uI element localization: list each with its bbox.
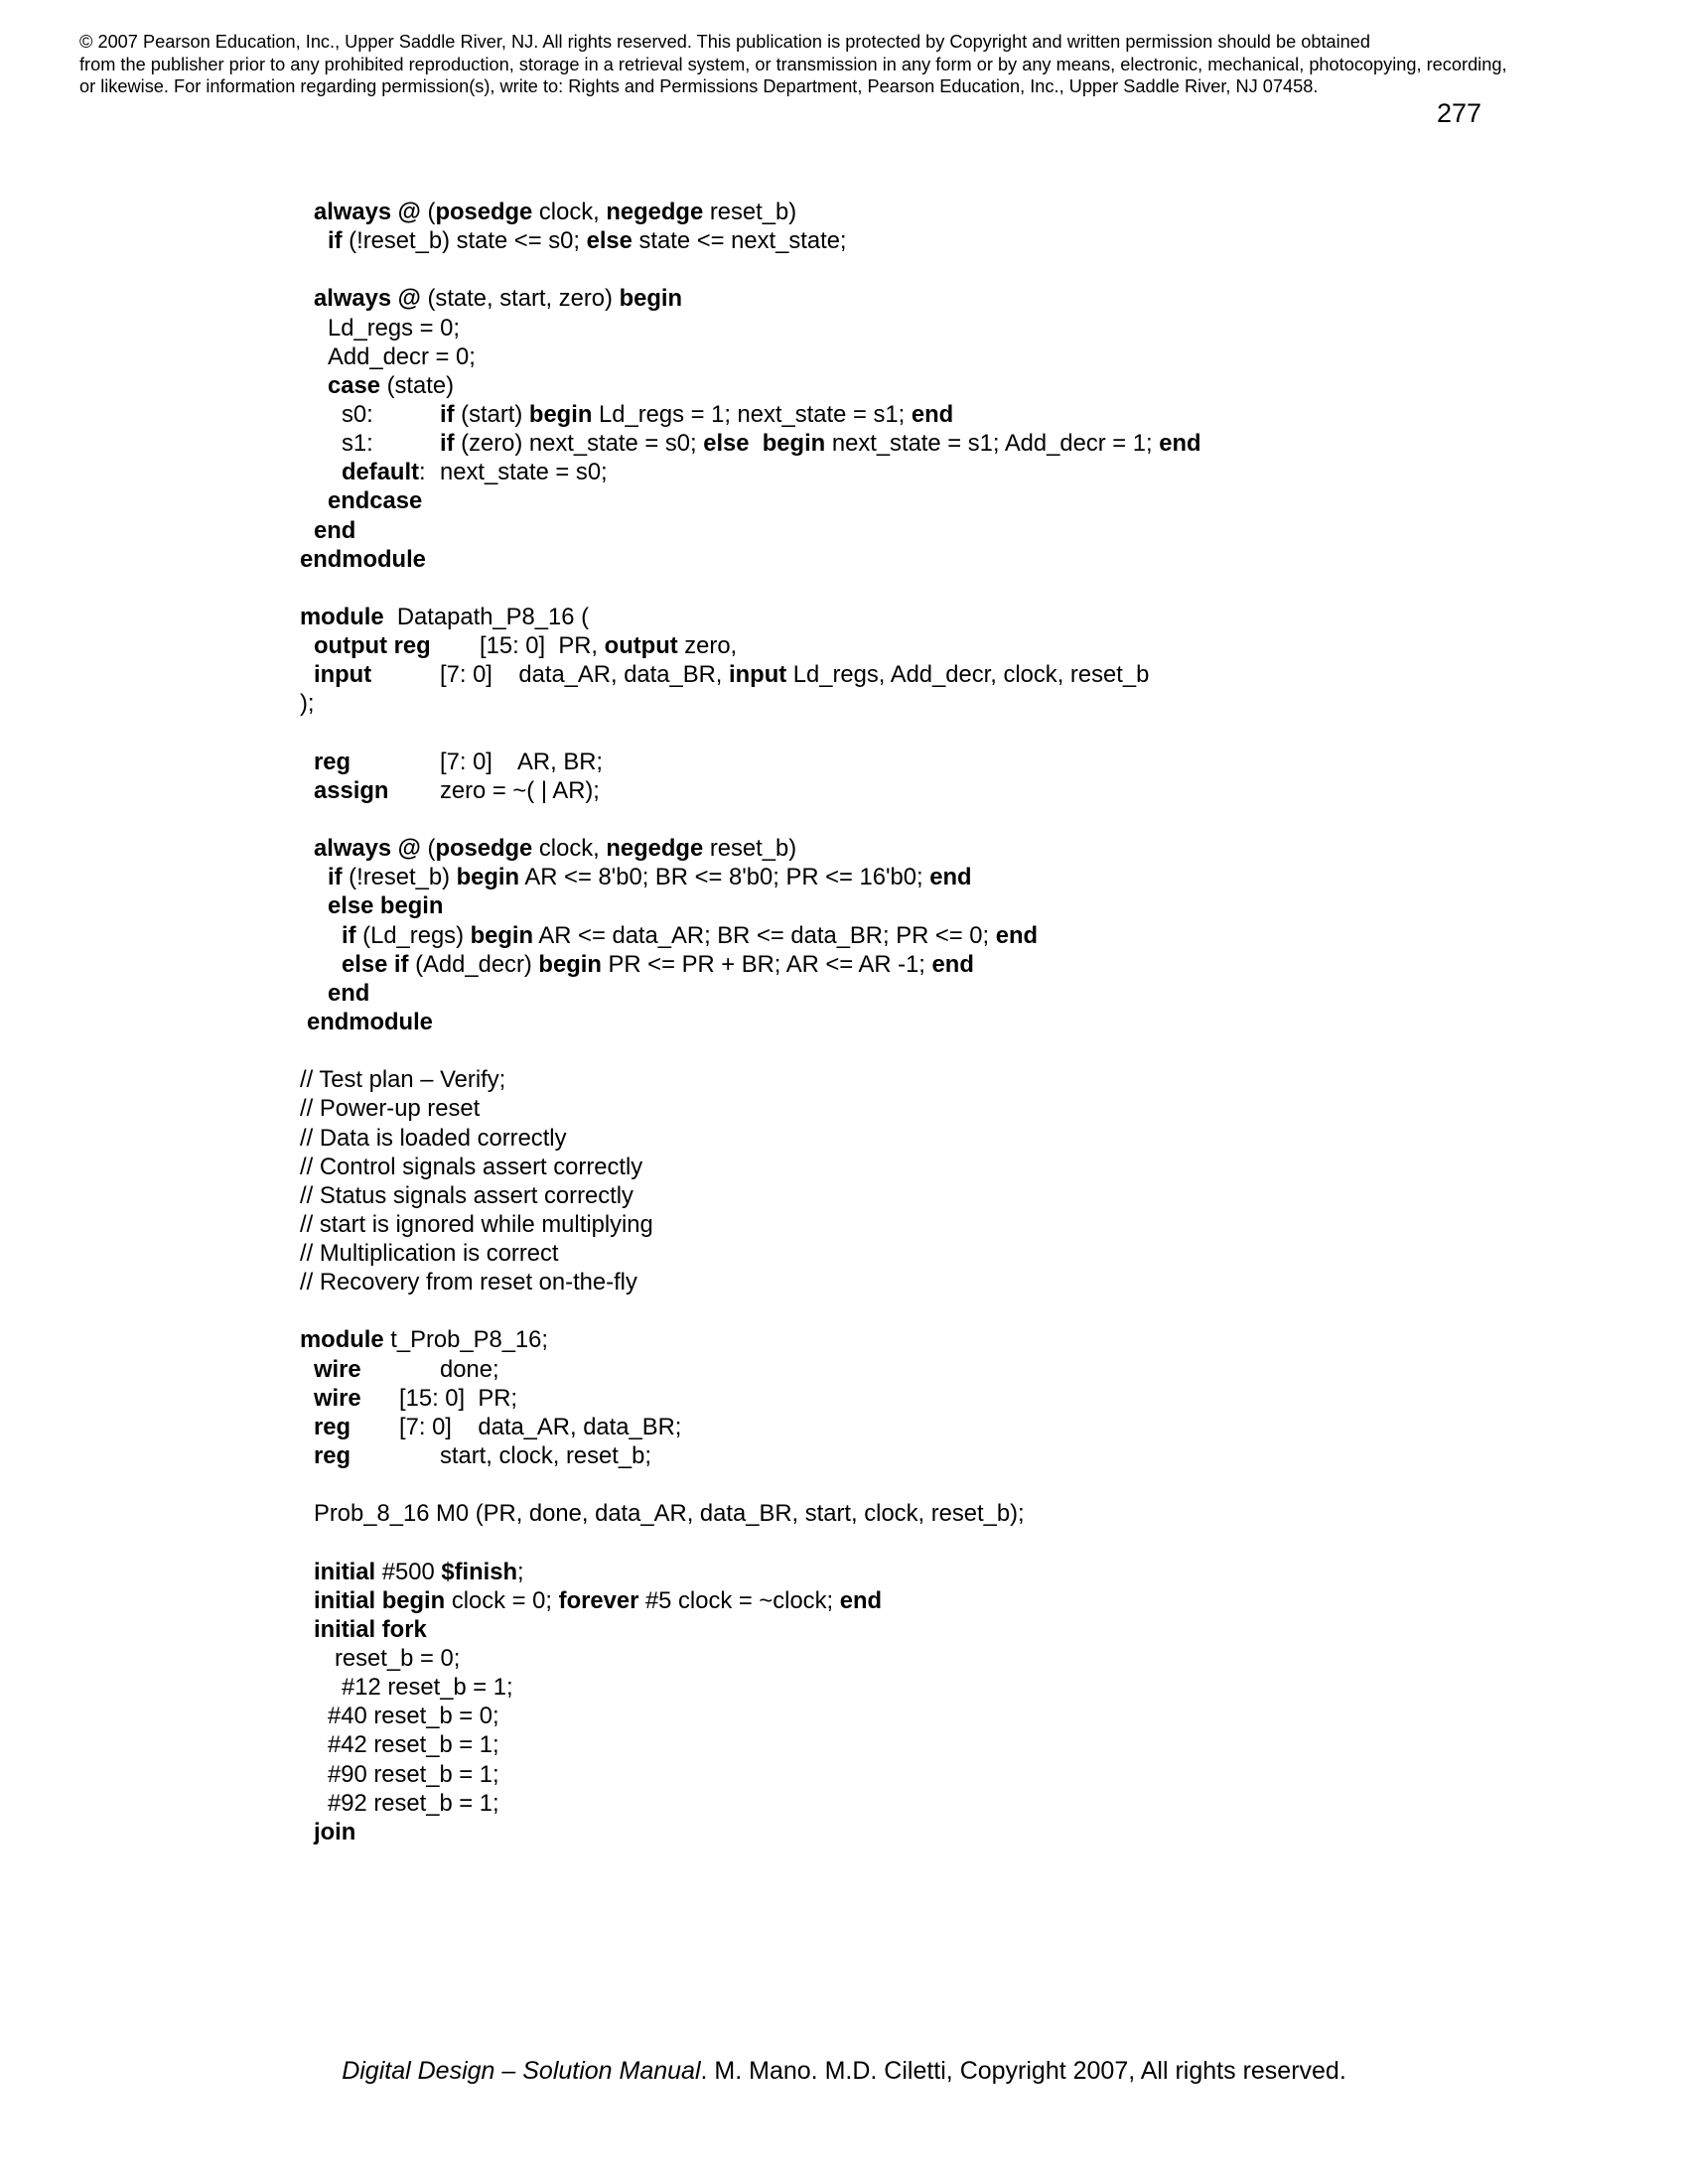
code-line [0, 1760, 1688, 1789]
copyright-notice [79, 31, 1628, 98]
code-text: AR <= data_AR; BR <= data_BR; PR <= 0; [533, 921, 996, 949]
code-text: #5 clock = ~clock; [638, 1586, 840, 1614]
code-keyword: endmodule [300, 545, 426, 573]
code-text: next_state = s0; [440, 459, 608, 486]
code-text: t_Prob_P8_16; [383, 1326, 549, 1354]
code-line [0, 1094, 1688, 1123]
blank-line [0, 805, 1688, 834]
code-text: (!reset_b) [342, 864, 457, 891]
code-keyword: reg [314, 1442, 352, 1470]
code-keyword: output [604, 632, 678, 660]
blank-line [0, 719, 1688, 748]
code-line [0, 1413, 1688, 1441]
code-text: // Status signals assert correctly [300, 1181, 633, 1209]
code-text: Ld_regs = 0; [328, 314, 460, 341]
code-text: // Control signals assert correctly [300, 1153, 643, 1180]
code-line [0, 314, 1688, 342]
code-keyword: begin [456, 864, 520, 891]
code-text: #500 [375, 1558, 442, 1585]
code-keyword: case [328, 371, 380, 399]
code-line [0, 284, 1688, 313]
code-text: (state, start, zero) [420, 285, 620, 313]
code-text: // Test plan – Verify; [300, 1066, 506, 1094]
blank-line [0, 255, 1688, 284]
code-text: #40 reset_b = 0; [328, 1703, 499, 1730]
code-text [750, 429, 763, 458]
code-text: Ld_regs = 1; next_state = s1; [592, 400, 912, 428]
code-text: Datapath_P8_16 ( [383, 603, 590, 630]
code-line [0, 1124, 1688, 1153]
code-keyword: forever [558, 1586, 639, 1614]
code-keyword: wire [314, 1355, 361, 1383]
code-keyword: module [300, 603, 384, 630]
code-line [0, 660, 1688, 689]
copyright-line: from the publisher prior to any prohibited reproduction, storage in a retrieval system, or transmission in any form or by any means, electronic, mechanical, photocopying, recording, [79, 54, 1507, 74]
code-keyword: reg [314, 748, 352, 775]
blank-line [0, 1036, 1688, 1065]
code-keyword: end [931, 950, 974, 978]
code-keyword: endcase [328, 487, 423, 515]
code-text: reset_b) [703, 199, 797, 225]
verilog-code-listing [0, 198, 1688, 1846]
code-keyword: join [314, 1818, 356, 1845]
code-text: reset_b = 0; [335, 1645, 461, 1673]
code-line [0, 1181, 1688, 1210]
code-line [0, 486, 1688, 515]
code-text: [7: 0] data_AR, data_BR; [399, 1413, 682, 1440]
code-keyword: always @ [314, 285, 421, 313]
code-text: [15: 0] PR; [399, 1384, 518, 1412]
code-line [0, 429, 1688, 458]
code-keyword: end [314, 516, 356, 544]
code-text: // start is ignored while multiplying [300, 1210, 653, 1238]
code-keyword: begin [619, 285, 683, 313]
code-keyword: else [703, 430, 750, 458]
code-text: // Power-up reset [300, 1095, 481, 1123]
code-text: [7: 0] data_AR, data_BR, [440, 661, 730, 689]
code-keyword: end [328, 979, 370, 1007]
code-line [0, 342, 1688, 371]
code-keyword: always @ [314, 835, 421, 863]
code-keyword: reg [314, 1413, 352, 1440]
code-line [0, 198, 1688, 226]
code-line [0, 921, 1688, 950]
code-text: zero, [677, 632, 738, 660]
code-line [0, 1325, 1688, 1354]
code-line [0, 1615, 1688, 1644]
code-text: state <= next_state; [632, 227, 847, 255]
code-keyword: end [911, 400, 954, 428]
code-text: zero = ~( | AR); [440, 776, 600, 804]
code-text: clock, [532, 835, 607, 863]
code-text: : [419, 459, 433, 486]
code-keyword: end [995, 921, 1039, 949]
code-line [0, 891, 1688, 920]
code-keyword: $finish [441, 1558, 518, 1585]
code-line [0, 1355, 1688, 1384]
code-text: [15: 0] PR, [480, 632, 605, 660]
code-keyword: negedge [606, 835, 704, 863]
code-keyword: posedge [435, 835, 533, 863]
blank-line [0, 1470, 1688, 1499]
code-line [0, 458, 1688, 486]
code-line [0, 863, 1688, 891]
code-text: ; [517, 1558, 524, 1585]
page-number: 277 [1437, 98, 1482, 128]
code-line [0, 226, 1688, 255]
code-text: #92 reset_b = 1; [328, 1789, 499, 1817]
code-text: AR <= 8'b0; BR <= 8'b0; PR <= 16'b0; [519, 864, 930, 891]
code-text: [7: 0] AR, BR; [440, 748, 603, 775]
code-line [0, 1499, 1688, 1528]
code-line [0, 1818, 1688, 1846]
code-line [0, 400, 1688, 429]
copyright-line: or likewise. For information regarding permission(s), write to: Rights and Permissions Department, Pearson Education, Inc., Upper Saddle River, NJ 07458. [79, 76, 1319, 96]
page-footer [0, 2057, 1688, 2086]
code-keyword: posedge [435, 199, 533, 225]
blank-line [0, 574, 1688, 603]
code-keyword: else [586, 227, 633, 255]
code-text: Add_decr = 0; [328, 342, 476, 370]
code-text: #12 reset_b = 1; [342, 1674, 513, 1702]
footer-book-title: Digital Design – Solution Manual [342, 2057, 701, 2085]
code-keyword: if [342, 921, 356, 949]
code-text: (start) [454, 400, 529, 428]
code-line [0, 1268, 1688, 1297]
code-keyword: initial fork [314, 1615, 427, 1643]
code-line [0, 516, 1688, 545]
code-line [0, 631, 1688, 660]
code-text: s1: [342, 430, 373, 458]
code-keyword: output reg [314, 632, 431, 660]
code-keyword: end [1159, 430, 1201, 458]
code-text: ( [420, 835, 436, 863]
code-text: #90 reset_b = 1; [328, 1760, 499, 1788]
footer-credits: . M. Mano. M.D. Ciletti, Copyright 2007, All rights reserved. [700, 2057, 1346, 2085]
code-keyword: always @ [314, 199, 421, 225]
code-line [0, 748, 1688, 776]
code-keyword: end [839, 1586, 883, 1614]
code-keyword: initial [314, 1558, 376, 1585]
code-line [0, 1008, 1688, 1036]
code-keyword: if [328, 227, 343, 255]
code-keyword: if [440, 400, 455, 428]
code-text: #42 reset_b = 1; [328, 1731, 499, 1759]
code-line [0, 545, 1688, 574]
code-text: Ld_regs, Add_decr, clock, reset_b [786, 661, 1150, 689]
code-keyword: endmodule [307, 1008, 433, 1035]
code-text: (zero) next_state = s0; [454, 430, 704, 458]
code-line [0, 950, 1688, 979]
code-text: // Data is loaded correctly [300, 1124, 567, 1152]
code-line [0, 1065, 1688, 1094]
code-keyword: assign [314, 776, 389, 804]
code-line [0, 776, 1688, 805]
code-line [0, 1558, 1688, 1586]
code-text: // Recovery from reset on-the-fly [300, 1269, 637, 1297]
copyright-line: © 2007 Pearson Education, Inc., Upper Saddle River, NJ. All rights reserved. This publication is protected by Copyright and written permission should be obtained [79, 32, 1371, 52]
code-text: next_state = s1; Add_decr = 1; [825, 430, 1160, 458]
code-keyword: begin [762, 430, 826, 458]
code-keyword: begin [470, 921, 534, 949]
code-line [0, 1239, 1688, 1268]
code-keyword: input [729, 661, 787, 689]
code-line [0, 1384, 1688, 1413]
code-text: ); [300, 690, 315, 718]
code-keyword: wire [314, 1384, 361, 1412]
code-keyword: else begin [328, 892, 444, 920]
code-text: (!reset_b) state <= s0; [342, 227, 587, 255]
code-line [0, 1153, 1688, 1181]
code-line [0, 1644, 1688, 1673]
code-text: (state) [379, 371, 455, 399]
code-keyword: if [440, 430, 455, 458]
code-keyword: module [300, 1326, 384, 1354]
code-line [0, 1789, 1688, 1818]
code-line [0, 1210, 1688, 1239]
code-line [0, 1730, 1688, 1759]
code-text: ( [420, 199, 436, 225]
code-text: reset_b) [703, 835, 797, 863]
blank-line [0, 1528, 1688, 1557]
code-text: start, clock, reset_b; [440, 1442, 651, 1470]
code-line [0, 1702, 1688, 1730]
code-text: (Add_decr) [408, 950, 539, 978]
code-line [0, 1586, 1688, 1615]
code-line [0, 834, 1688, 863]
code-text: clock, [532, 199, 607, 225]
code-line [0, 1441, 1688, 1470]
code-text: PR <= PR + BR; AR <= AR -1; [601, 950, 932, 978]
code-keyword: input [314, 661, 372, 689]
code-text: done; [440, 1355, 499, 1383]
code-text: (Ld_regs) [355, 921, 471, 949]
code-line [0, 979, 1688, 1008]
code-text: // Multiplication is correct [300, 1240, 559, 1268]
code-line [0, 371, 1688, 400]
code-keyword: else if [342, 950, 409, 978]
code-line [0, 1673, 1688, 1702]
code-keyword: initial begin [314, 1586, 446, 1614]
code-text: Prob_8_16 M0 (PR, done, data_AR, data_BR, start, clock, reset_b); [314, 1500, 1025, 1528]
code-line [0, 603, 1688, 631]
code-keyword: begin [528, 400, 593, 428]
blank-line [0, 1297, 1688, 1325]
code-keyword: begin [538, 950, 602, 978]
code-keyword: if [328, 864, 343, 891]
code-keyword: end [929, 864, 972, 891]
code-keyword: negedge [606, 199, 704, 225]
code-line [0, 689, 1688, 718]
code-text: s0: [342, 400, 373, 428]
code-text: clock = 0; [445, 1586, 559, 1614]
code-keyword: default [342, 459, 420, 486]
